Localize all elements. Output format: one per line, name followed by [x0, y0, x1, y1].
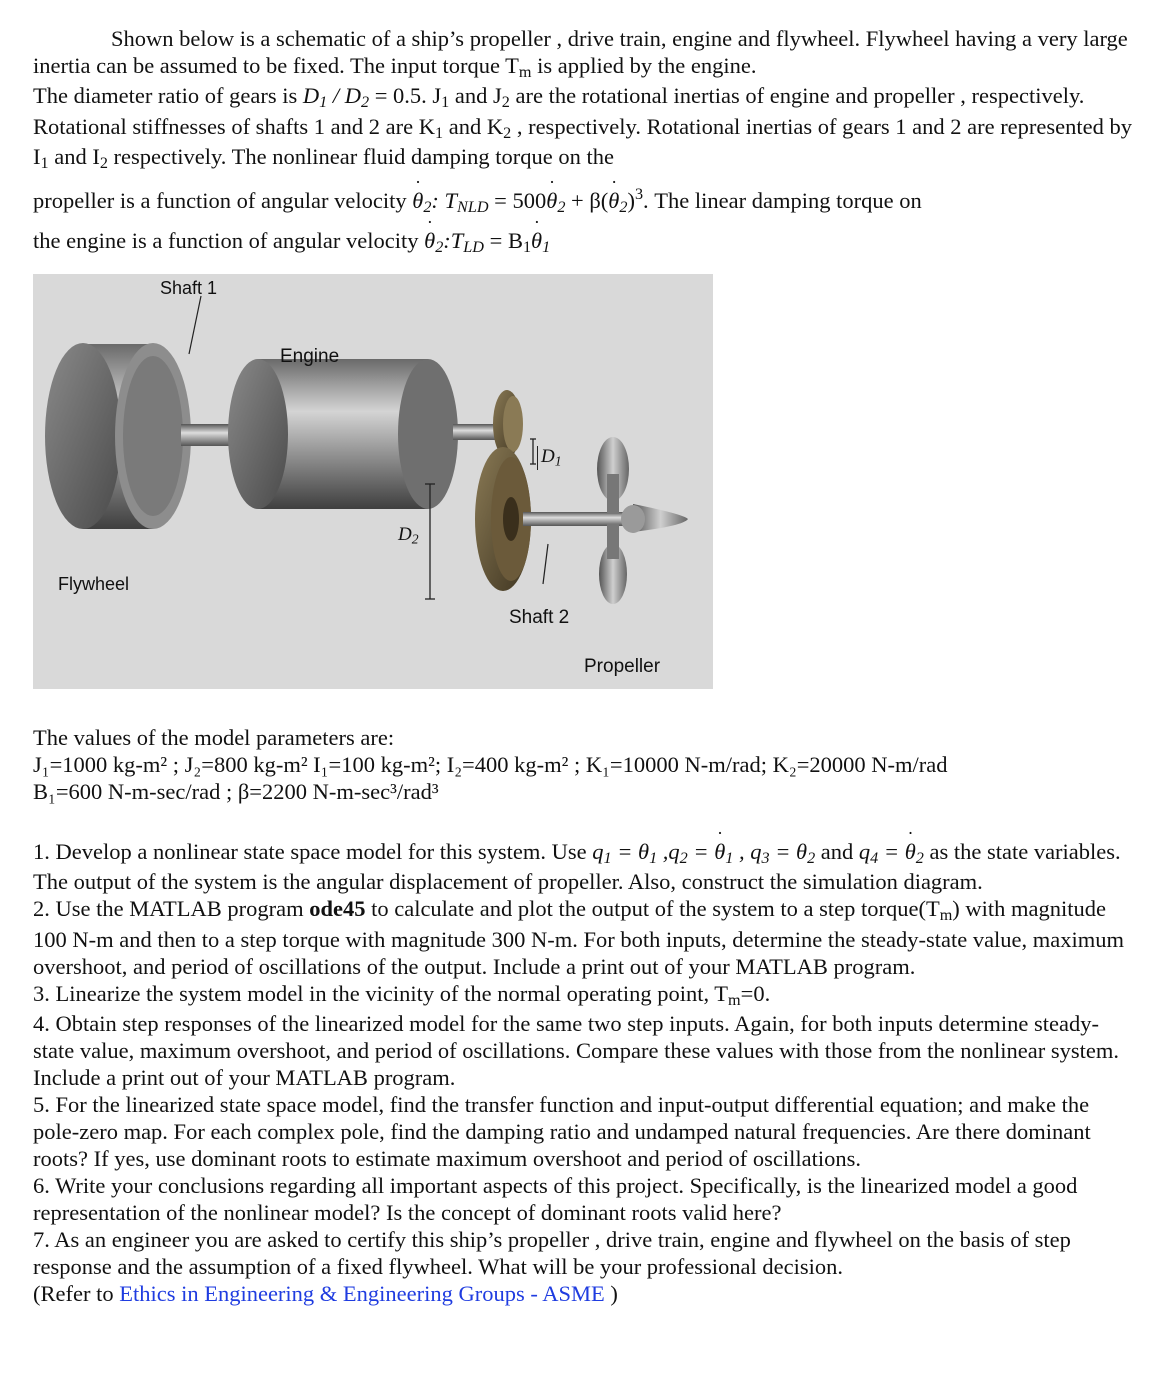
gear-2	[475, 447, 531, 591]
label-engine: Engine	[280, 346, 340, 367]
label-flywheel: Flywheel	[58, 574, 130, 594]
label-d2: $D_2$	[398, 524, 419, 547]
intro-paragraph	[33, 25, 1138, 257]
reference-line: (Refer to Ethics in Engineering & Engineering Groups - ASME )	[33, 1281, 618, 1307]
d1-dimension	[530, 439, 536, 464]
intro-ratio: The diameter ratio of gears is $D_1 / D_2 = 0.5$. $J_1$ and $J_2$ are the rotational inertias of engine and propeller , respectively. Rotational stiffnesses of shafts 1 and 2 are $K_1$ and $K_2$ , respectively. Rotational inertias of gears 1 and 2 are represented by $I_1$ and $I_2$ respectively. The nonlinear fluid damping torque on the	[33, 83, 1133, 173]
label-shaft-1: Shaft 1	[160, 278, 218, 298]
schematic-drawing	[33, 274, 713, 689]
asme-ethics-link[interactable]: Ethics in Engineering & Engineering Groups - ASME	[119, 1281, 605, 1307]
parameters-heading: The values of the model parameters are:	[33, 725, 395, 750]
shaft-1-leader	[189, 296, 201, 354]
question-7: 7. As an engineer you are asked to certify this ship’s propeller , drive train, engine and flywheel on the basis of step response and the assumption of a fixed flywheel. What will be your professional decision.	[33, 1227, 1071, 1280]
flywheel	[45, 343, 191, 529]
shaft-2-leader	[543, 544, 548, 584]
questions-section	[33, 838, 1138, 1307]
intro-line-1: Shown below is a schematic of a ship’s propeller , drive train, engine and flywheel. Flywheel having a very large inertia can be assumed to be fixed. The input torque $T_m$ is applied by the engine.	[33, 26, 1128, 82]
engine	[228, 359, 458, 509]
question-1: 1. Develop a nonlinear state space model for this system. Use $q_1 = \theta_1$ $,q_2$ = ˙ $\theta_1$ , $q_3 = \theta_2$ and $q_4$ = ˙ $\theta_2$ as the state variables. The output of the system is the angular displacement of propeller. Also, construct the simulation diagram.	[33, 838, 1138, 895]
question-6: 6. Write your conclusions regarding all important aspects of this project. Specifically, is the linearized model a good representation of the nonlinear model? Is the concept of dominant roots valid here?	[33, 1173, 1078, 1226]
label-shaft-2: Shaft 2	[509, 607, 570, 628]
intro-nld-equation: propeller is a function of angular velocity ˙ $\theta_2$: $T_{NLD}$ = 500˙ $\theta_2$ + β(˙ $\theta_2)^3$. The linear damping torque on	[33, 184, 1138, 217]
parameters-line-2: B₁=600 N-m-sec/rad ; β=2200 N-m-sec³/rad³	[33, 779, 439, 804]
parameters-line-1: J₁=1000 kg-m² ; J₂=800 kg-m² I₁=100 kg-m²; I₂=400 kg-m² ; K₁=10000 N-m/rad; K₂=20000 N-m/rad	[33, 752, 948, 777]
question-5: 5. For the linearized state space model, find the transfer function and input-output differential equation; and make the pole-zero map. For each complex pole, find the damping ratio and undamped natural frequencies. Are there dominant roots? If yes, use dominant roots to estimate maximum overshoot and period of oscillations.	[33, 1092, 1091, 1172]
schematic-figure	[33, 274, 713, 689]
gear-1	[493, 390, 523, 458]
intro-ld-equation: the engine is a function of angular velocity ˙ $\theta_2:T_{LD}$ = $B_1˙$ $\theta_1$	[33, 227, 1138, 257]
label-d1: $D_1$	[537, 446, 562, 470]
question-4: 4. Obtain step responses of the linearized model for the same two step inputs. Again, for both inputs determine steady-state value, maximum overshoot, and period of oscillations. Compare these values with those from the nonlinear system. Include a print out of your MATLAB program.	[33, 1011, 1120, 1091]
label-propeller: Propeller	[584, 656, 661, 677]
question-2: 2. Use the MATLAB program ode45 to calculate and plot the output of the system to a step $torque(T_m)$ with magnitude 100 N-m and then to a step torque with magnitude 300 N-m. For both inputs, determine the steady-state value, maximum overshoot, and period of oscillations of the output. Include a print out of your MATLAB program.	[33, 896, 1125, 979]
question-3: 3. Linearize the system model in the vicinity of the normal operating point, $T_m=0$.	[33, 980, 771, 1010]
parameters-section	[33, 724, 1138, 805]
